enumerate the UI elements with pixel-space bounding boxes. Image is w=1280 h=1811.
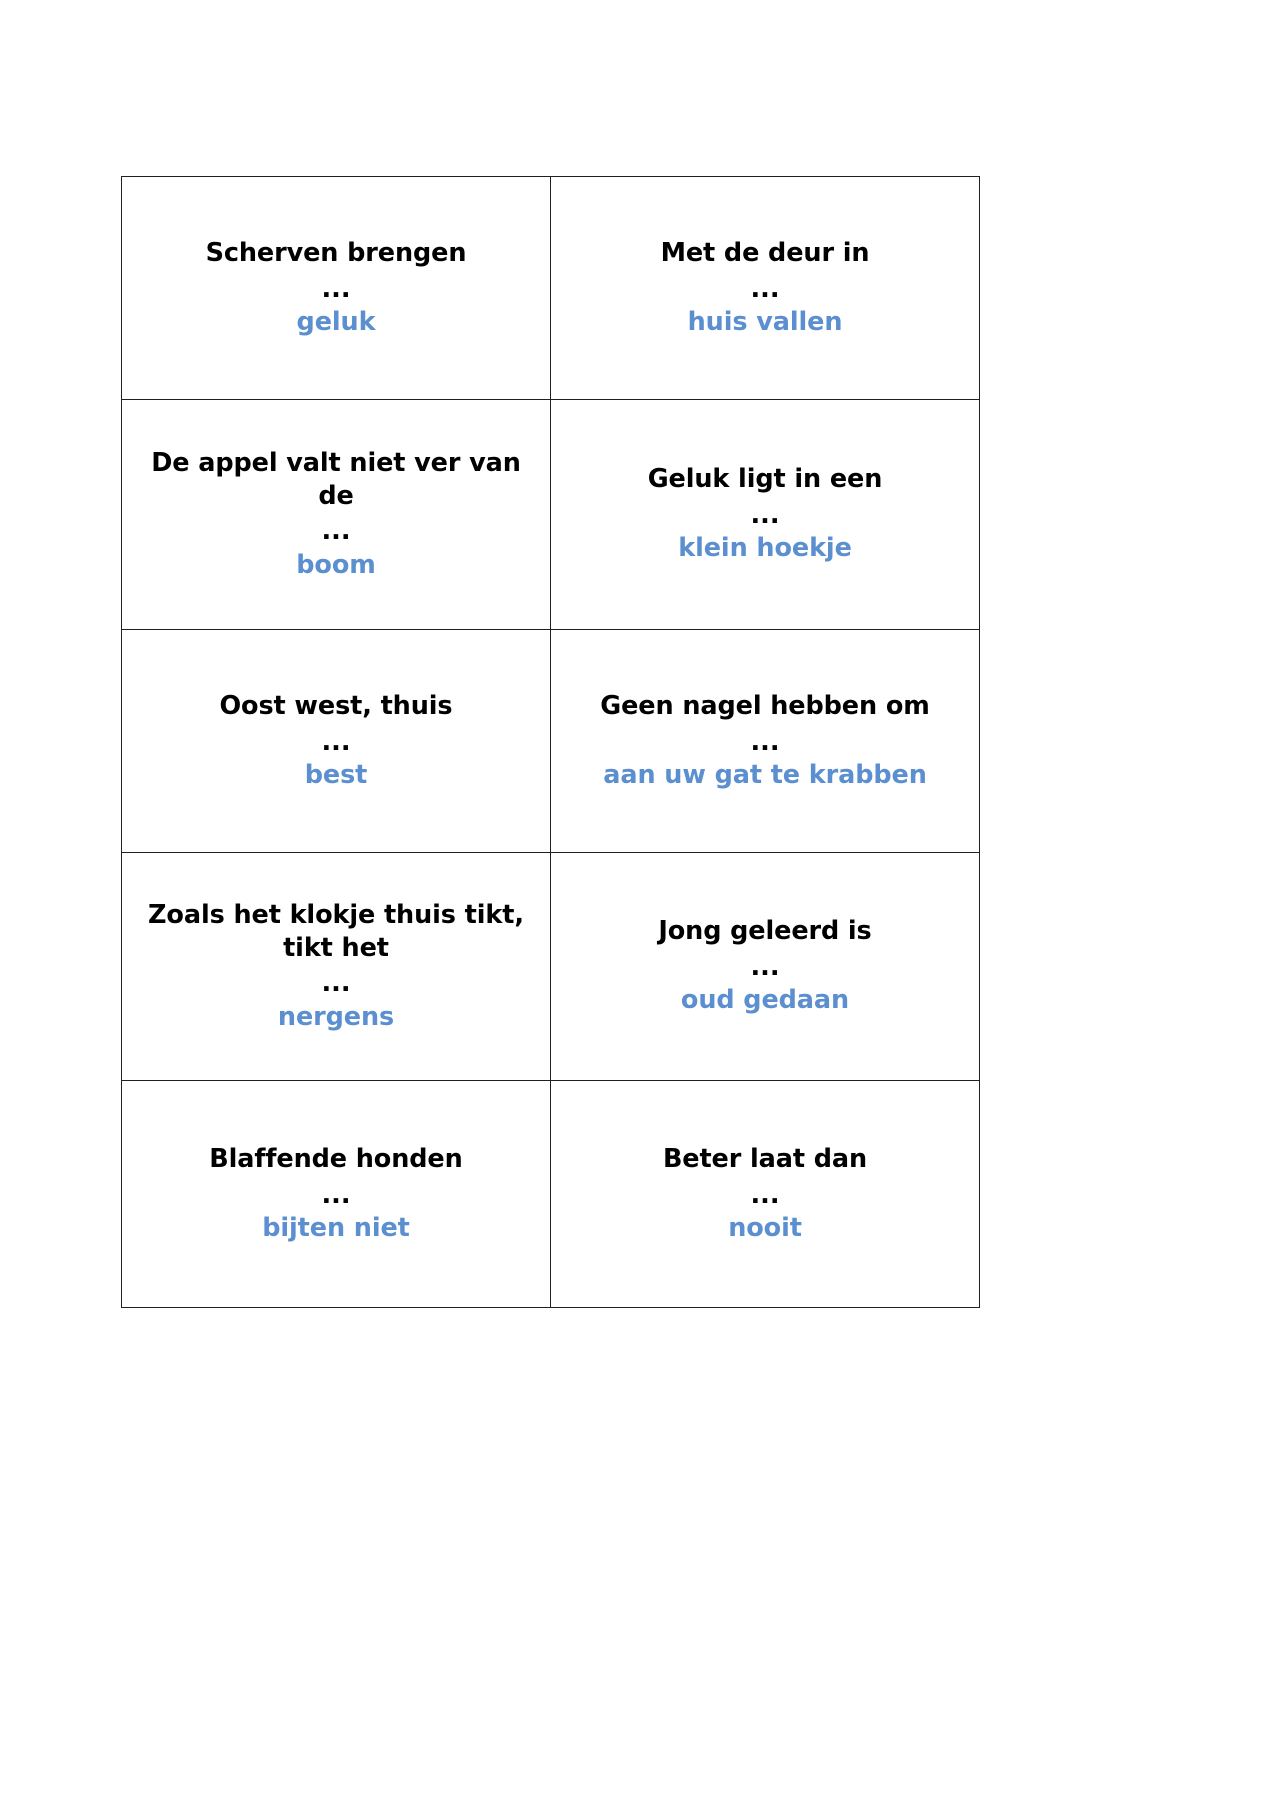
proverb-answer: boom (296, 549, 376, 580)
proverb-card[interactable] (551, 630, 980, 853)
proverb-card-content (140, 237, 532, 339)
proverb-ellipsis: ... (321, 726, 351, 757)
proverb-card[interactable] (551, 400, 980, 630)
proverb-flashcard-table (121, 176, 980, 1308)
proverb-answer: best (304, 759, 368, 790)
proverb-card-content (140, 447, 532, 582)
proverb-card[interactable] (551, 853, 980, 1081)
proverb-answer: nergens (277, 1001, 395, 1032)
proverb-prompt: Beter laat dan (662, 1143, 868, 1174)
proverb-card[interactable] (551, 177, 980, 400)
proverb-card[interactable] (551, 1081, 980, 1308)
proverb-ellipsis: ... (750, 1179, 780, 1210)
proverb-card[interactable] (122, 1081, 551, 1308)
proverb-prompt: Oost west, thuis (219, 690, 453, 721)
table-body (122, 177, 980, 1308)
proverb-ellipsis: ... (750, 273, 780, 304)
proverb-answer: huis vallen (687, 306, 843, 337)
proverb-answer: bijten niet (262, 1212, 410, 1243)
proverb-ellipsis: ... (321, 516, 351, 547)
proverb-card[interactable] (122, 177, 551, 400)
proverb-prompt: De appel valt niet ver van de (151, 448, 521, 511)
proverb-ellipsis: ... (750, 952, 780, 983)
table-row (122, 630, 980, 853)
proverb-answer: aan uw gat te krabben (603, 759, 927, 790)
proverb-answer: geluk (296, 306, 376, 337)
proverb-ellipsis: ... (321, 1179, 351, 1210)
proverb-prompt: Met de deur in (660, 237, 870, 268)
proverb-ellipsis: ... (321, 968, 351, 999)
proverb-ellipsis: ... (750, 500, 780, 531)
table-row (122, 1081, 980, 1308)
proverb-prompt: Geluk ligt in een (647, 464, 883, 495)
proverb-card-content (569, 690, 961, 792)
proverb-card-content (140, 690, 532, 792)
proverb-answer: oud gedaan (680, 985, 850, 1016)
proverb-prompt: Scherven brengen (205, 237, 467, 268)
proverb-answer: klein hoekje (678, 533, 852, 564)
proverb-card-content (569, 1143, 961, 1245)
proverb-card-content (569, 915, 961, 1017)
proverb-card-content (569, 237, 961, 339)
table-row (122, 853, 980, 1081)
proverb-answer: nooit (728, 1212, 802, 1243)
proverb-prompt: Blaffende honden (209, 1143, 463, 1174)
proverb-card-content (569, 463, 961, 565)
proverb-ellipsis: ... (321, 273, 351, 304)
proverb-card-content (140, 1143, 532, 1245)
proverb-card-content (140, 899, 532, 1034)
proverb-card[interactable] (122, 400, 551, 630)
proverb-prompt: Jong geleerd is (658, 916, 872, 947)
proverb-prompt: Geen nagel hebben om (600, 690, 930, 721)
proverb-card[interactable] (122, 630, 551, 853)
table-row (122, 400, 980, 630)
table-row (122, 177, 980, 400)
proverb-ellipsis: ... (750, 726, 780, 757)
proverb-card[interactable] (122, 853, 551, 1081)
proverb-prompt: Zoals het klokje thuis tikt, tikt het (148, 900, 524, 963)
